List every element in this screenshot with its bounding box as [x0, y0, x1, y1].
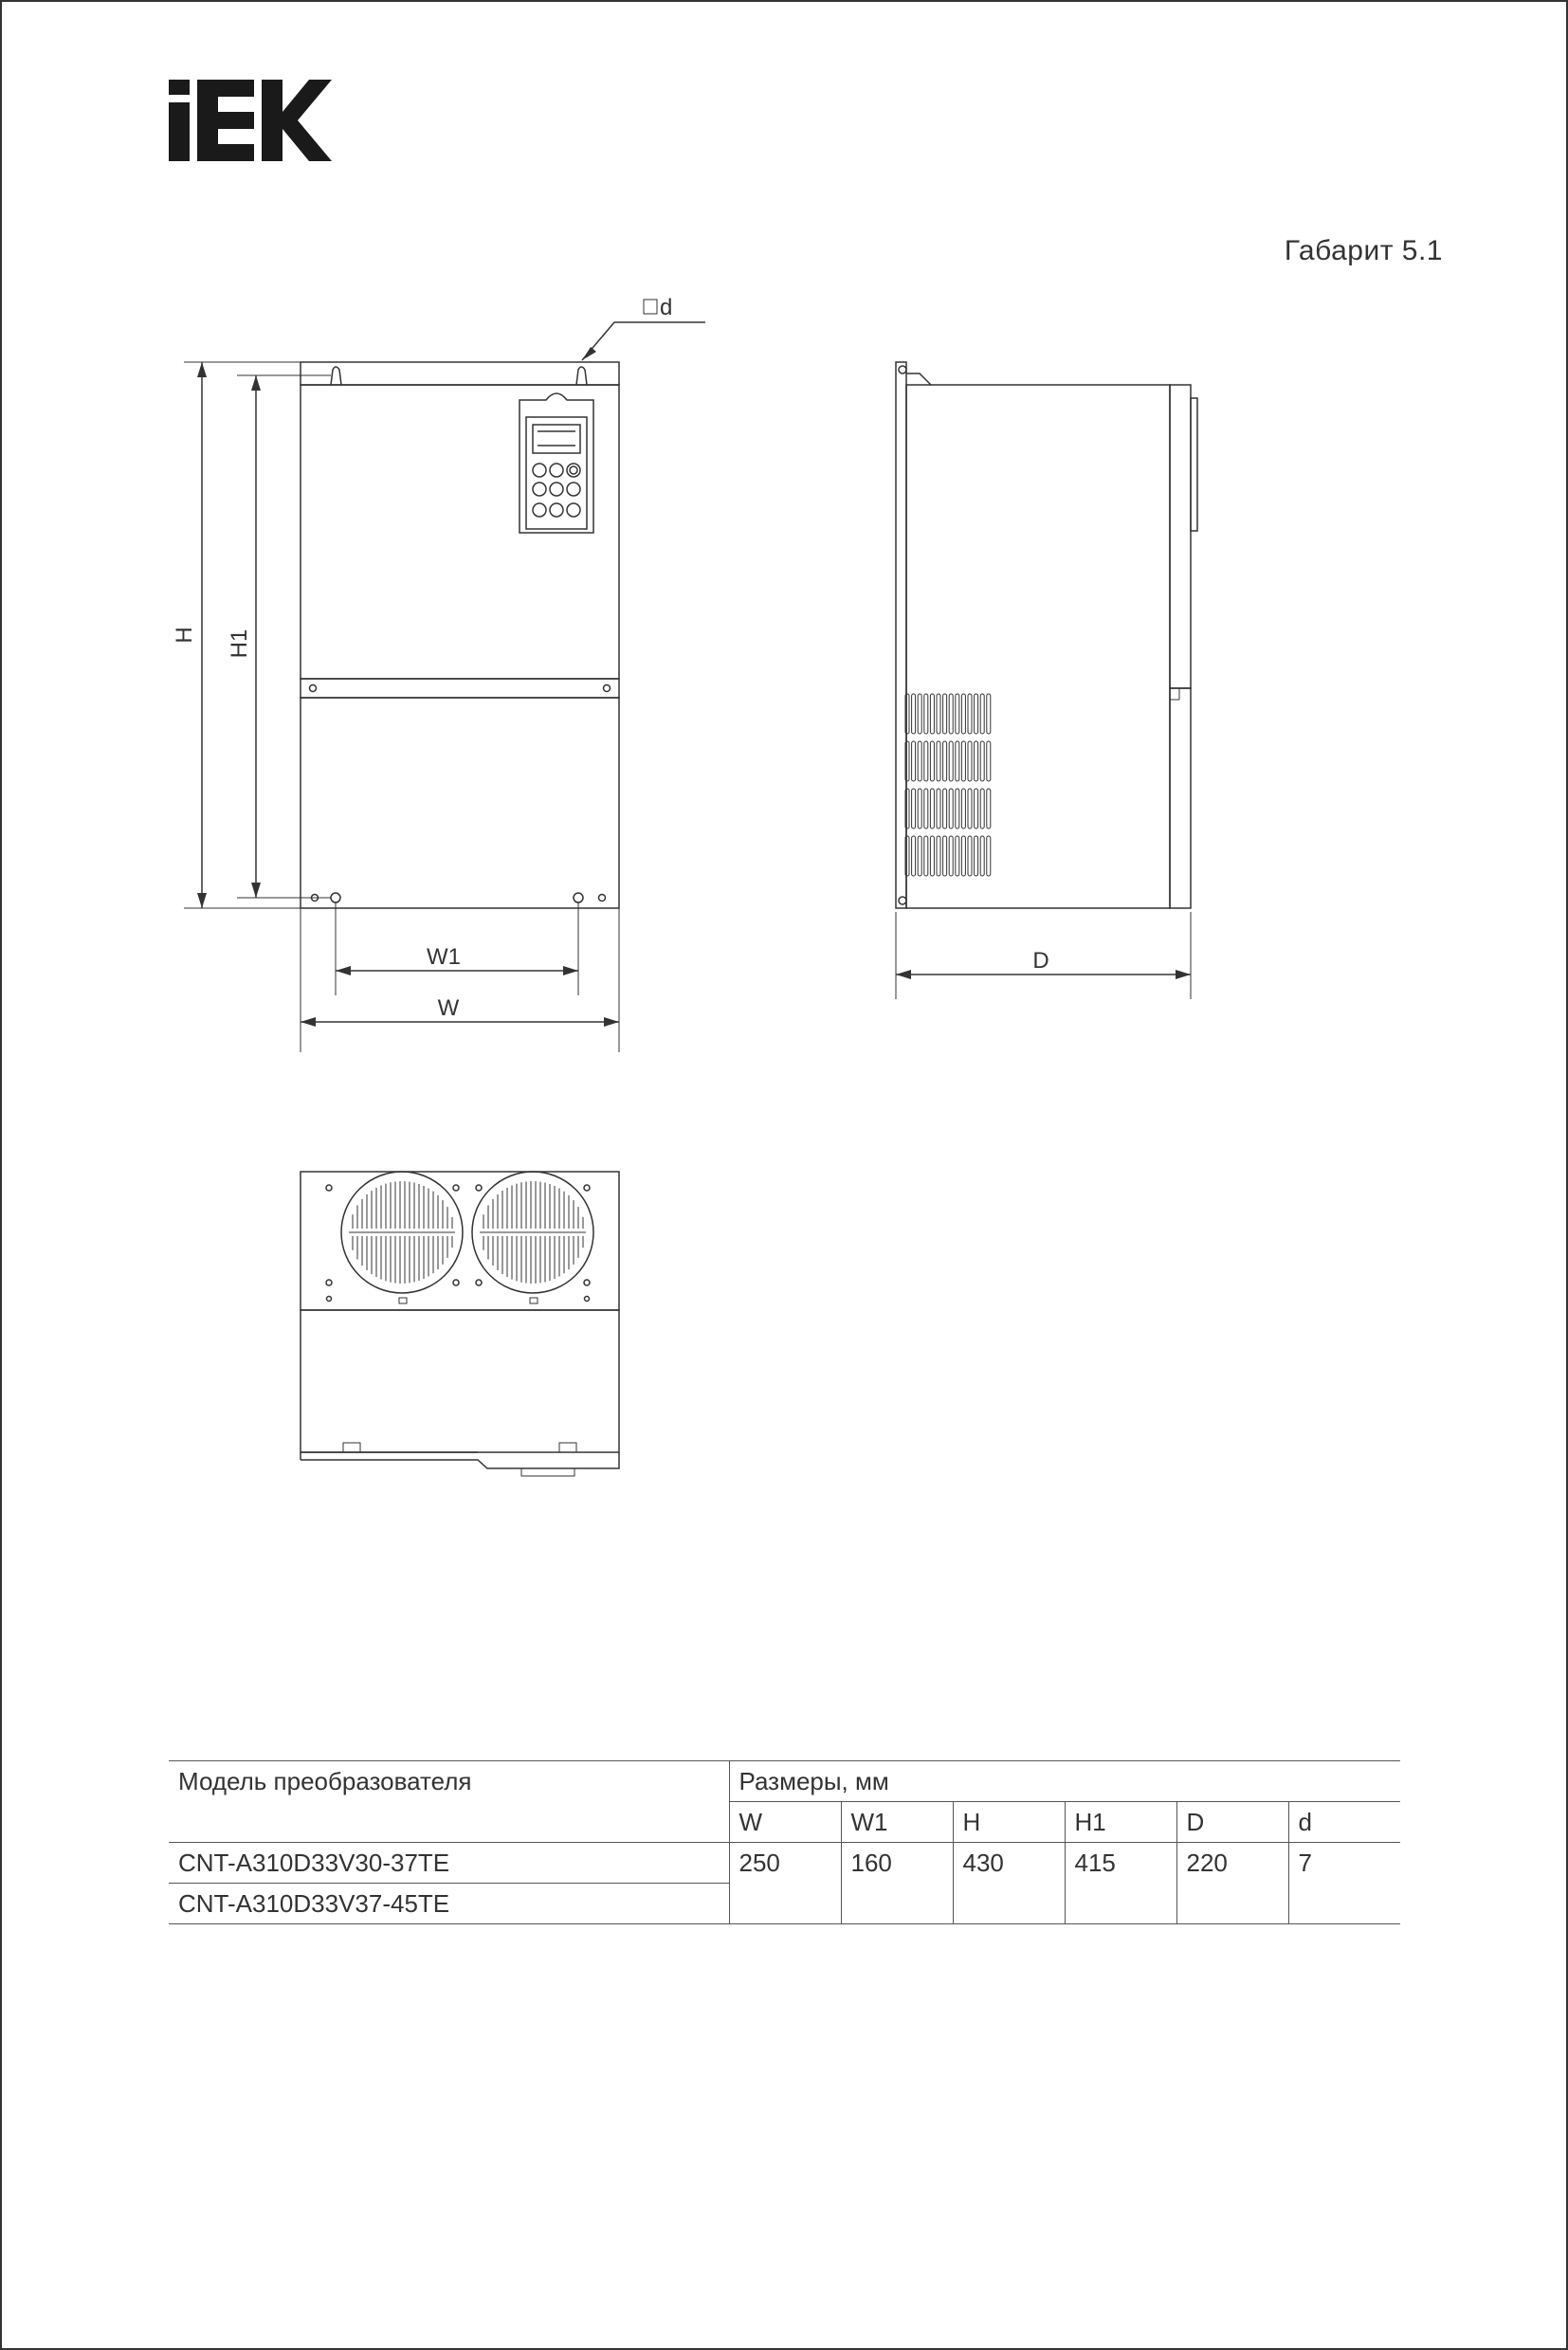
col-D: D [1176, 1802, 1288, 1843]
dims-header: Размеры, мм [729, 1761, 1400, 1802]
label-W: W [437, 995, 460, 1021]
model-header: Модель преобразователя [169, 1761, 729, 1843]
keypad [520, 393, 593, 533]
fan-view [301, 1172, 619, 1476]
model-1: CNT-A310D33V30-37TE [169, 1843, 729, 1884]
model-2: CNT-A310D33V37-45TE [169, 1884, 729, 1924]
value-D: 220 [1176, 1843, 1288, 1924]
value-W: 250 [729, 1843, 841, 1924]
value-W1: 160 [841, 1843, 953, 1924]
label-H1: H1 [227, 628, 252, 659]
label-d: d [660, 295, 673, 320]
col-W: W [729, 1802, 841, 1843]
value-H: 430 [953, 1843, 1065, 1924]
table-row [169, 1843, 1400, 1884]
value-H1: 415 [1065, 1843, 1176, 1924]
col-H: H [953, 1802, 1065, 1843]
label-H: H [172, 627, 197, 644]
label-W1: W1 [427, 944, 461, 970]
table-header-row [169, 1761, 1400, 1802]
gabarit-title: Габарит 5.1 [1284, 235, 1443, 266]
col-d: d [1288, 1802, 1400, 1843]
col-H1: H1 [1065, 1802, 1176, 1843]
dimensions-table [169, 1760, 1400, 1924]
technical-drawing [2, 2, 1566, 1519]
side-view [896, 362, 1197, 999]
value-d: 7 [1288, 1843, 1400, 1924]
front-view [184, 300, 705, 1052]
col-W1: W1 [841, 1802, 953, 1843]
label-D: D [1032, 948, 1049, 974]
